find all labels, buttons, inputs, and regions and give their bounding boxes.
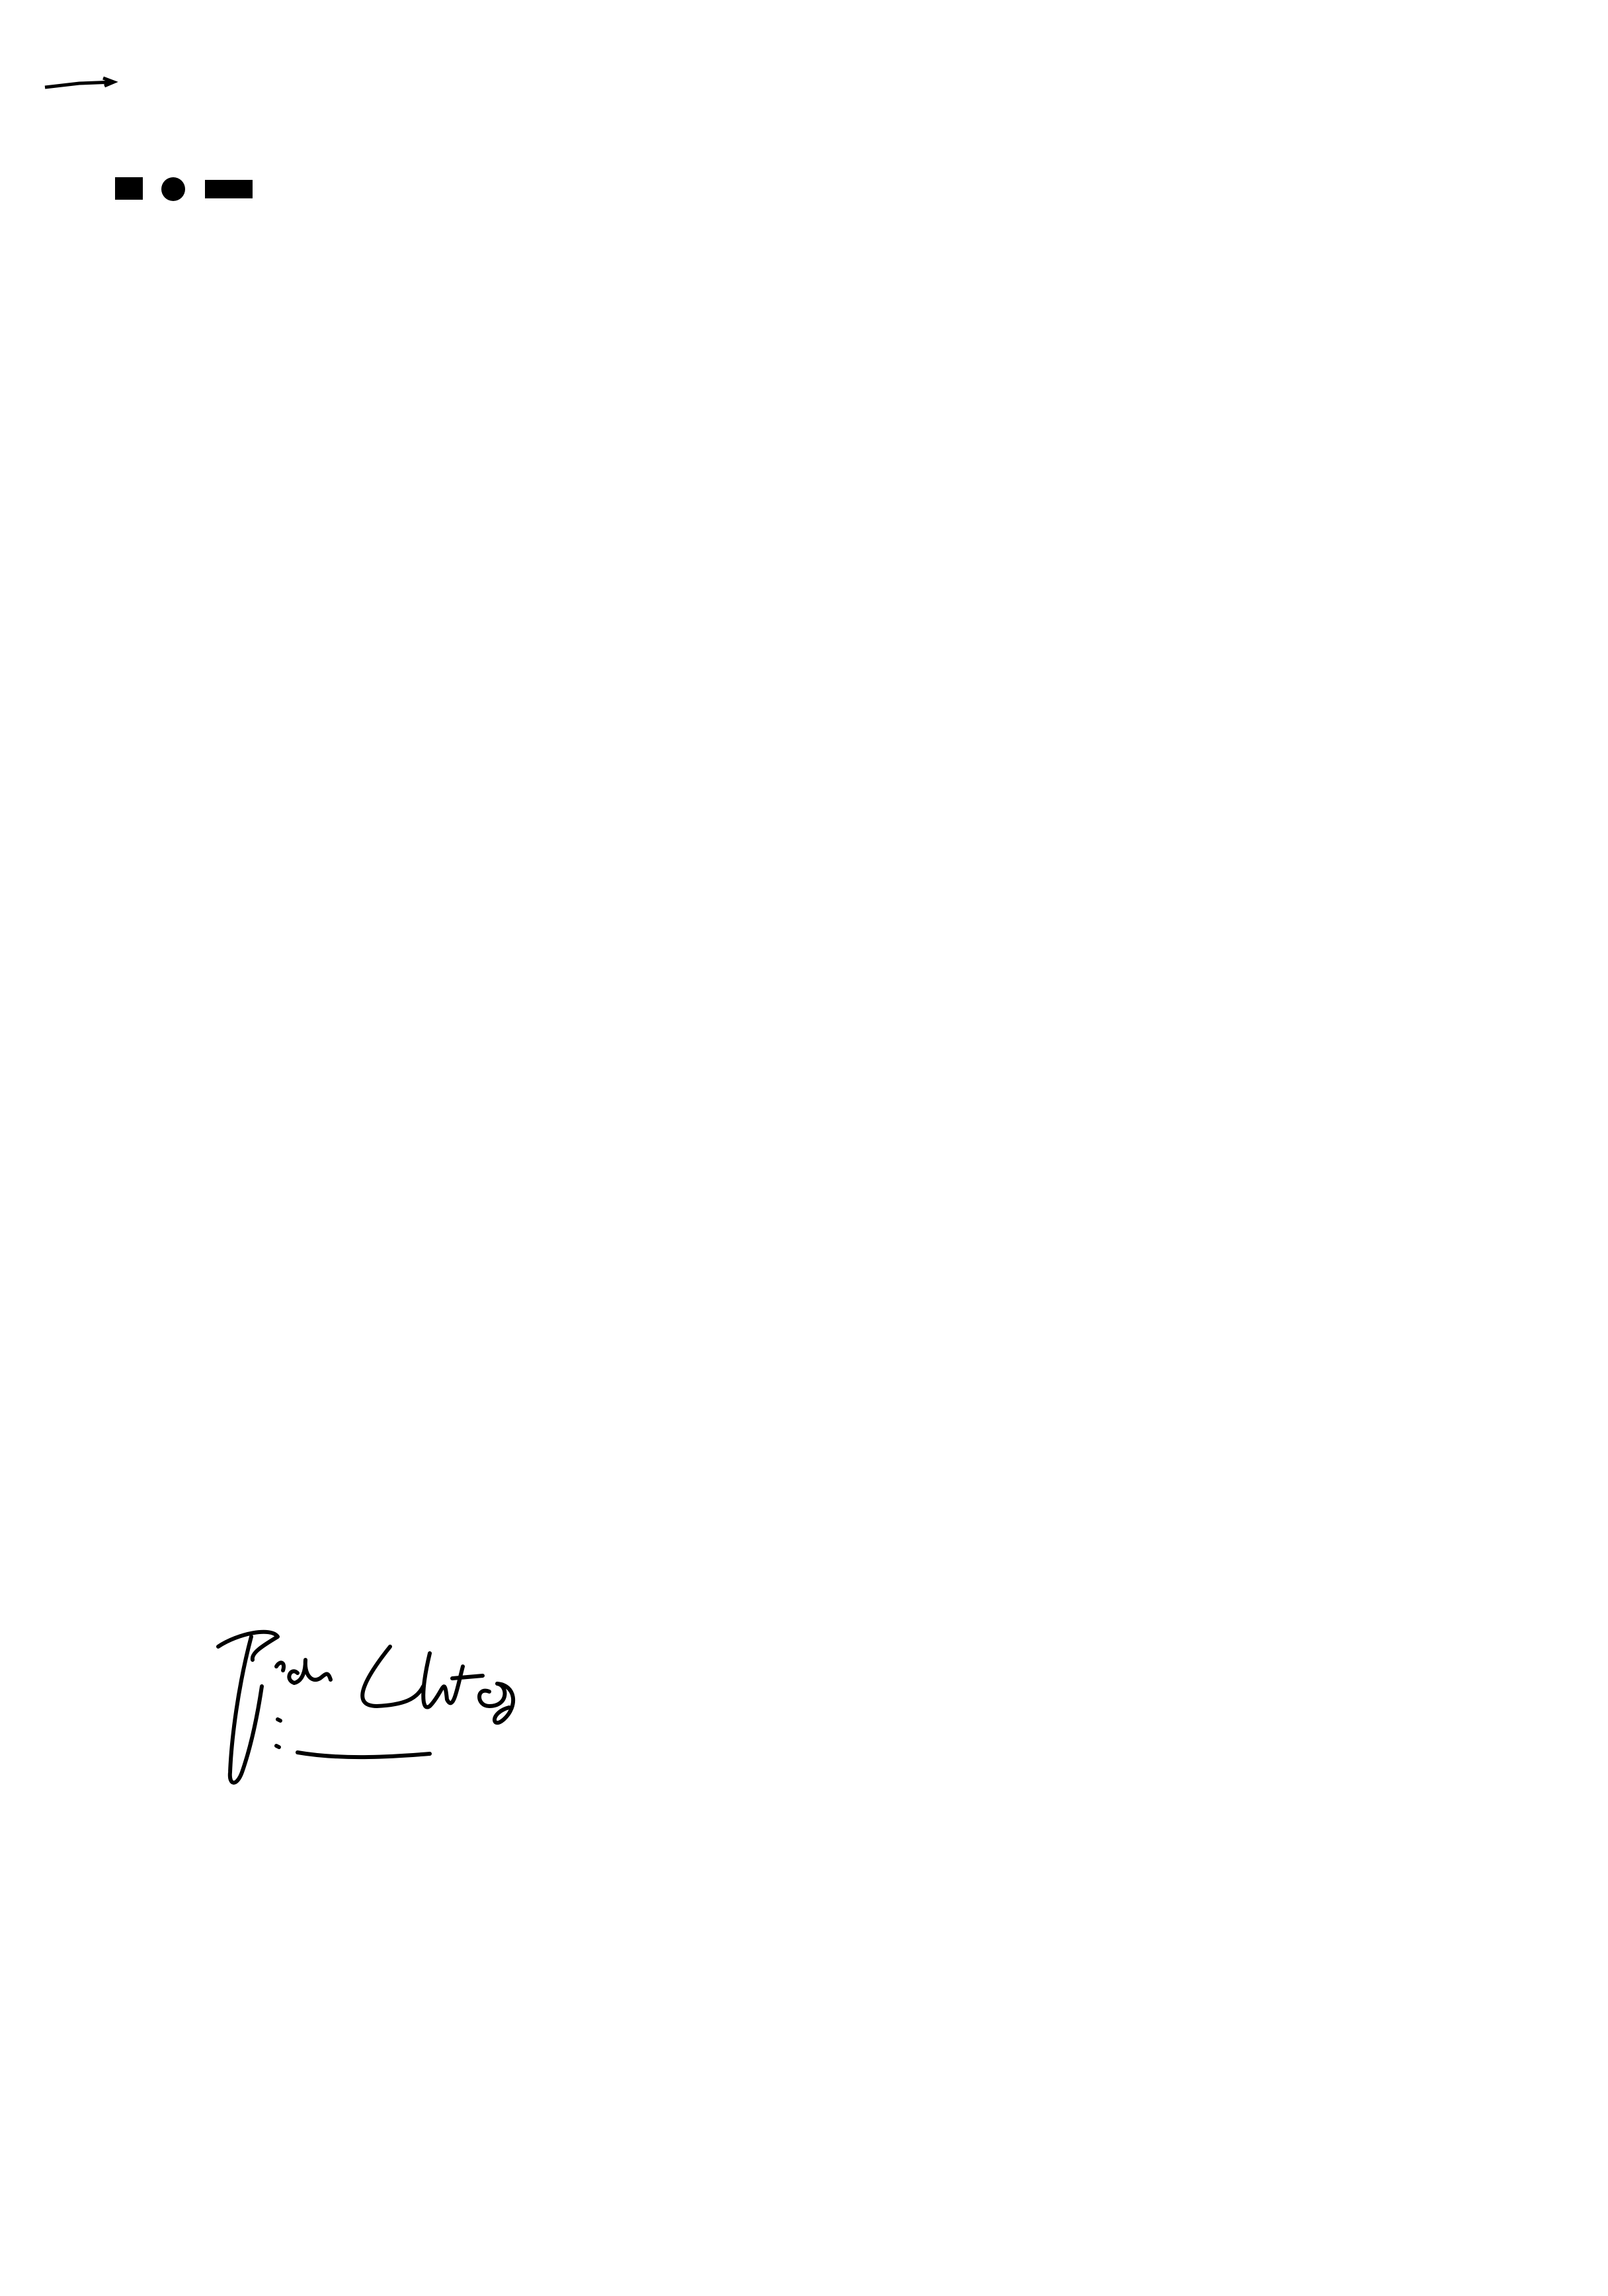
letterhead-dotted-rule [0,281,1608,308]
fax-mark [40,73,119,99]
handwritten-signature [198,1607,555,1792]
footer-dots-left [0,2069,1608,2095]
ifj-logo-icon [112,73,311,271]
